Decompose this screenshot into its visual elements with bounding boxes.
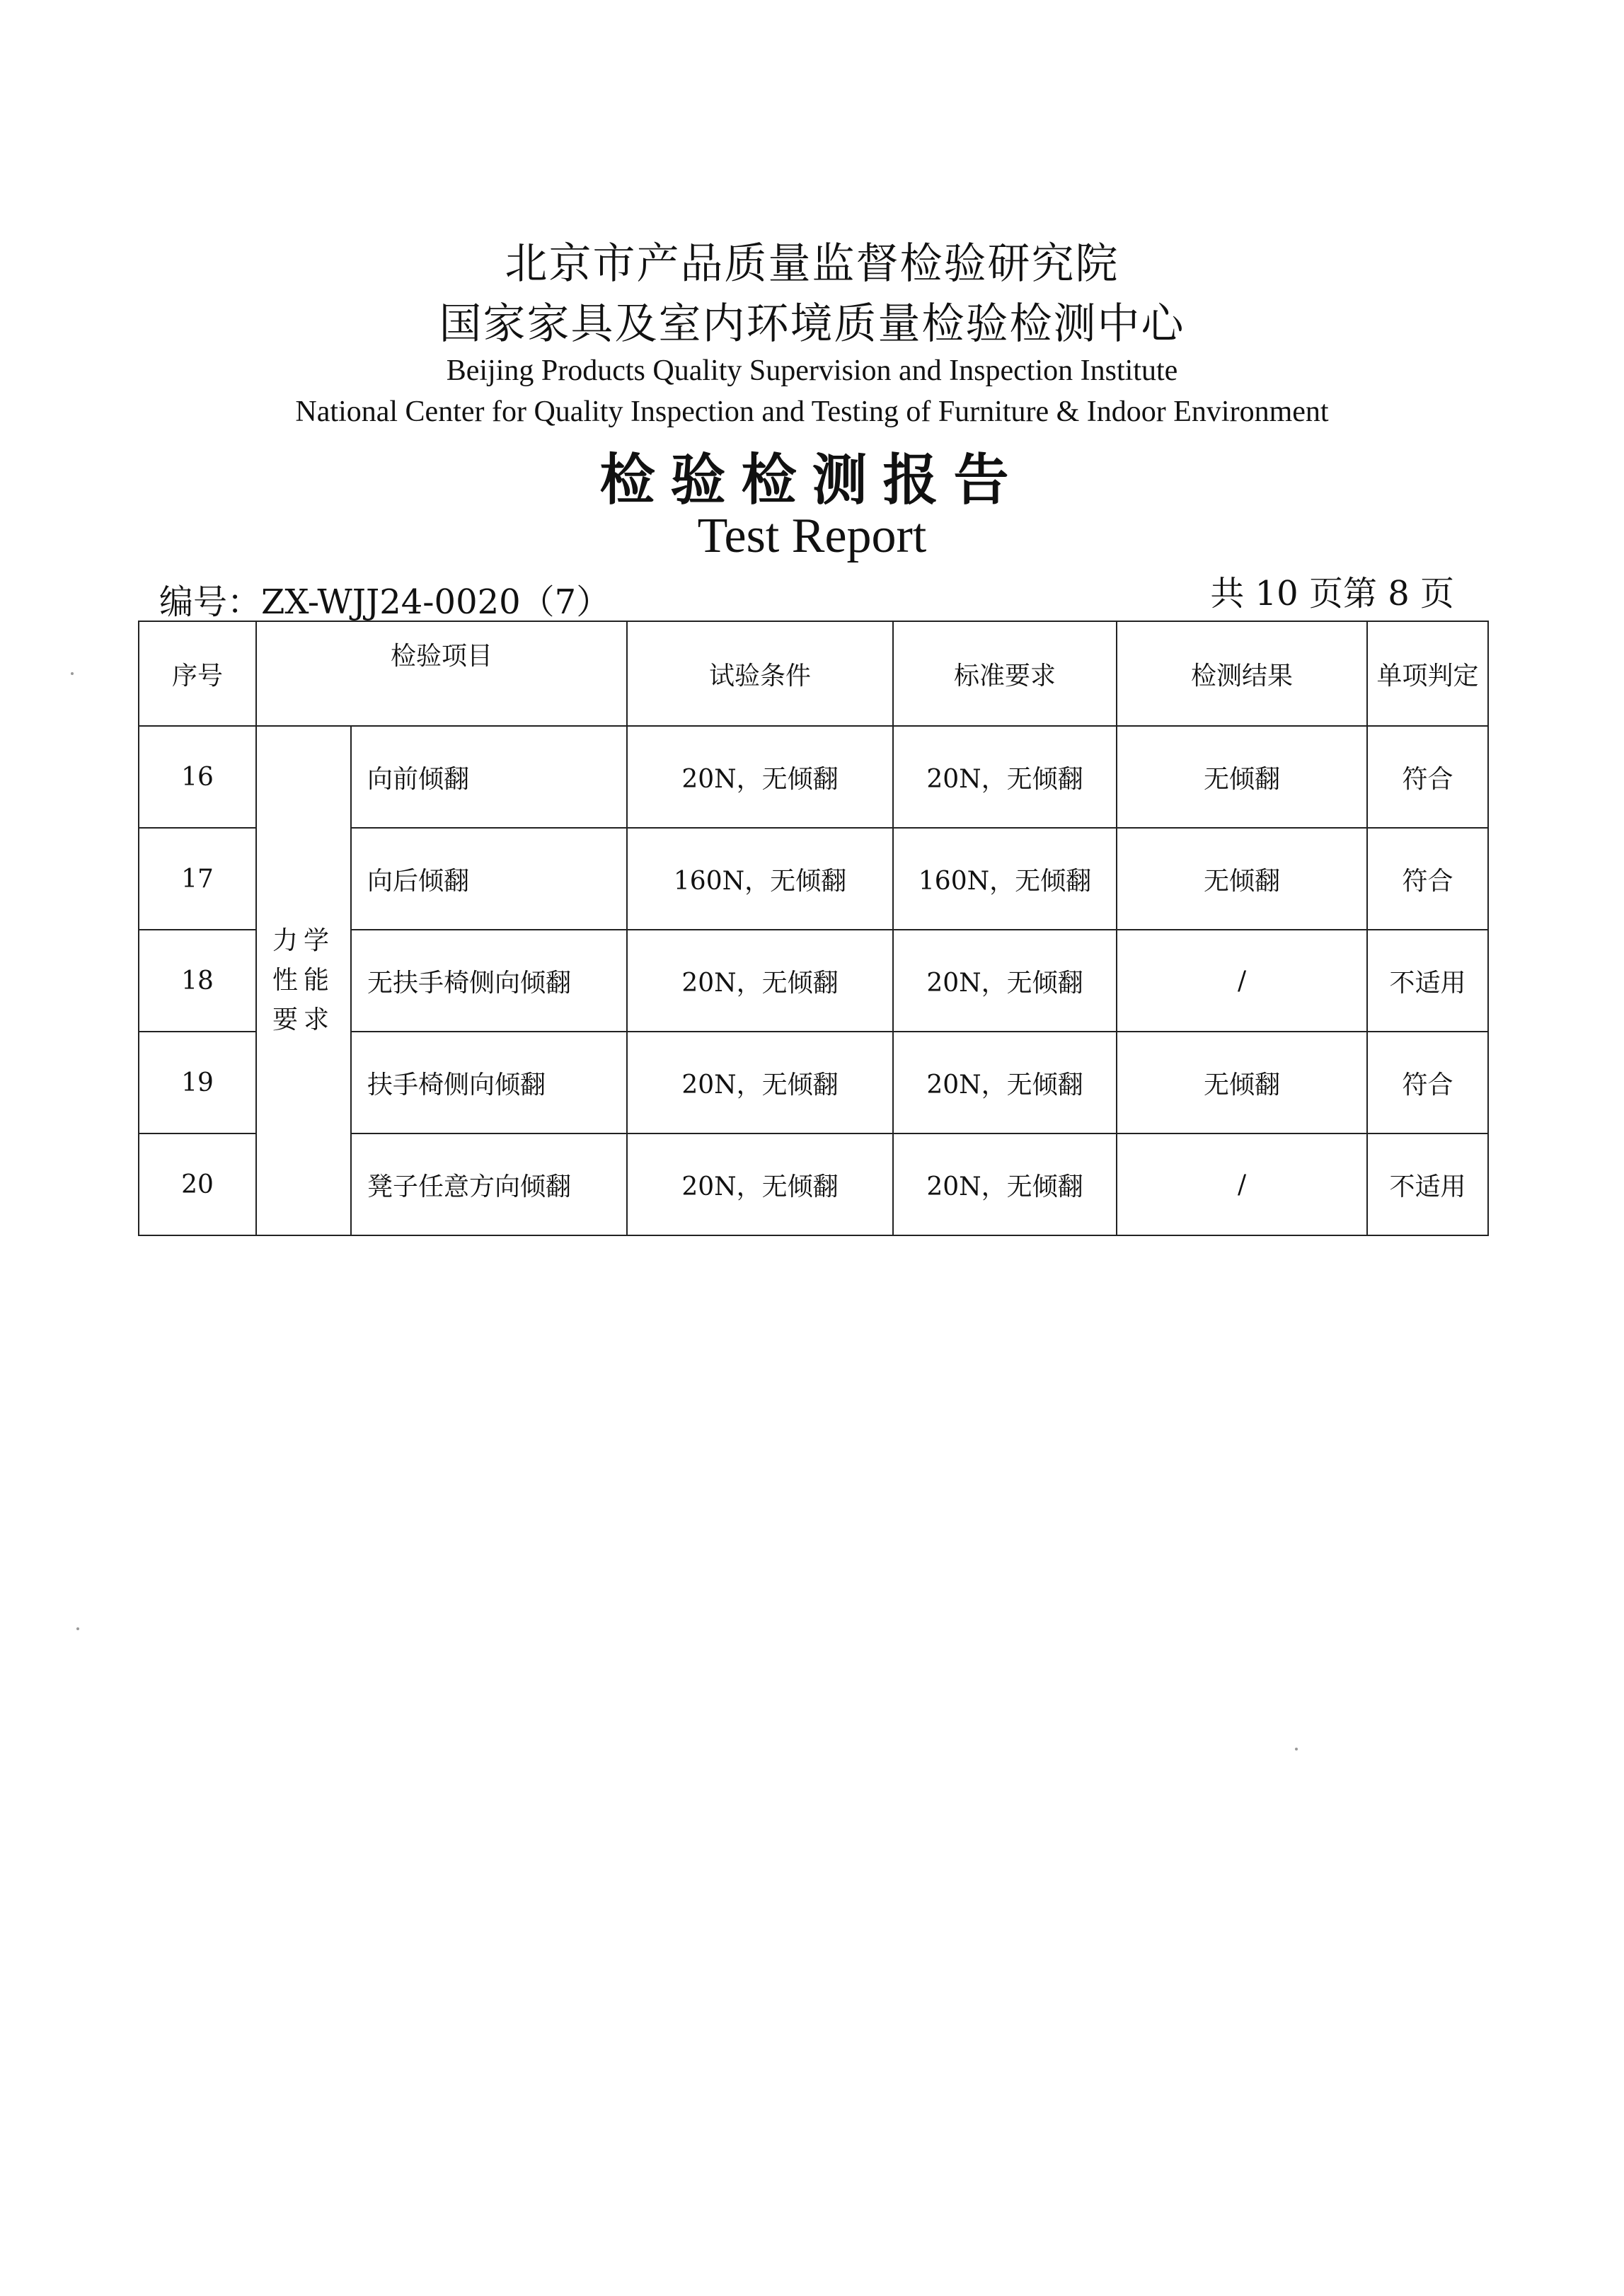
row-item: 向后倾翻 [351, 828, 627, 930]
row-condition: 20N，无倾翻 [627, 1032, 893, 1133]
header-condition: 试验条件 [627, 621, 893, 726]
category-cell: 力学性能要求 [256, 726, 351, 1235]
results-table [138, 621, 1489, 1236]
header-requirement: 标准要求 [893, 621, 1117, 726]
row-condition: 20N，无倾翻 [627, 726, 893, 828]
row-requirement: 160N，无倾翻 [893, 828, 1117, 930]
header-verdict: 单项判定 [1367, 621, 1488, 726]
row-no: 20 [139, 1133, 256, 1235]
institute-name-cn: 北京市产品质量监督检验研究院 [505, 239, 1119, 289]
table-row [139, 726, 1488, 828]
report-title-cn: 检验检测报告 [599, 449, 1025, 512]
header-result: 检测结果 [1117, 621, 1367, 726]
row-condition: 20N，无倾翻 [627, 1133, 893, 1235]
center-name-cn: 国家家具及室内环境质量检验检测中心 [439, 299, 1185, 349]
header-no: 序号 [139, 621, 256, 726]
row-verdict: 符合 [1367, 726, 1488, 828]
row-requirement: 20N，无倾翻 [893, 1133, 1117, 1235]
row-no: 16 [139, 726, 256, 828]
header-item: 检验项目 [256, 621, 627, 726]
row-requirement: 20N，无倾翻 [893, 930, 1117, 1032]
row-result: 无倾翻 [1117, 828, 1367, 930]
scan-speck [76, 1627, 79, 1630]
table-header-row [139, 621, 1488, 726]
row-verdict: 不适用 [1367, 930, 1488, 1032]
row-no: 18 [139, 930, 256, 1032]
row-requirement: 20N，无倾翻 [893, 726, 1117, 828]
row-item: 凳子任意方向倾翻 [351, 1133, 627, 1235]
center-name-en: National Center for Quality Inspection and Testing of Furniture & Indoor Environment [295, 396, 1329, 428]
row-item: 无扶手椅侧向倾翻 [351, 930, 627, 1032]
row-result: 无倾翻 [1117, 1032, 1367, 1133]
row-condition: 160N，无倾翻 [627, 828, 893, 930]
institute-name-en: Beijing Products Quality Supervision and Inspection Institute [446, 354, 1178, 387]
report-number: 编号：ZX-WJJ24-0020（7） [159, 582, 611, 622]
scan-speck [1295, 1748, 1298, 1750]
page-info: 共 10 页第 8 页 [1210, 574, 1454, 613]
row-result: 无倾翻 [1117, 726, 1367, 828]
scan-speck [71, 672, 74, 675]
row-no: 19 [139, 1032, 256, 1133]
row-item: 扶手椅侧向倾翻 [351, 1032, 627, 1133]
row-condition: 20N，无倾翻 [627, 930, 893, 1032]
row-item: 向前倾翻 [351, 726, 627, 828]
report-title-en: Test Report [697, 509, 927, 563]
row-result: / [1117, 1133, 1367, 1235]
row-verdict: 符合 [1367, 1032, 1488, 1133]
row-result: / [1117, 930, 1367, 1032]
row-requirement: 20N，无倾翻 [893, 1032, 1117, 1133]
row-no: 17 [139, 828, 256, 930]
row-verdict: 不适用 [1367, 1133, 1488, 1235]
row-verdict: 符合 [1367, 828, 1488, 930]
